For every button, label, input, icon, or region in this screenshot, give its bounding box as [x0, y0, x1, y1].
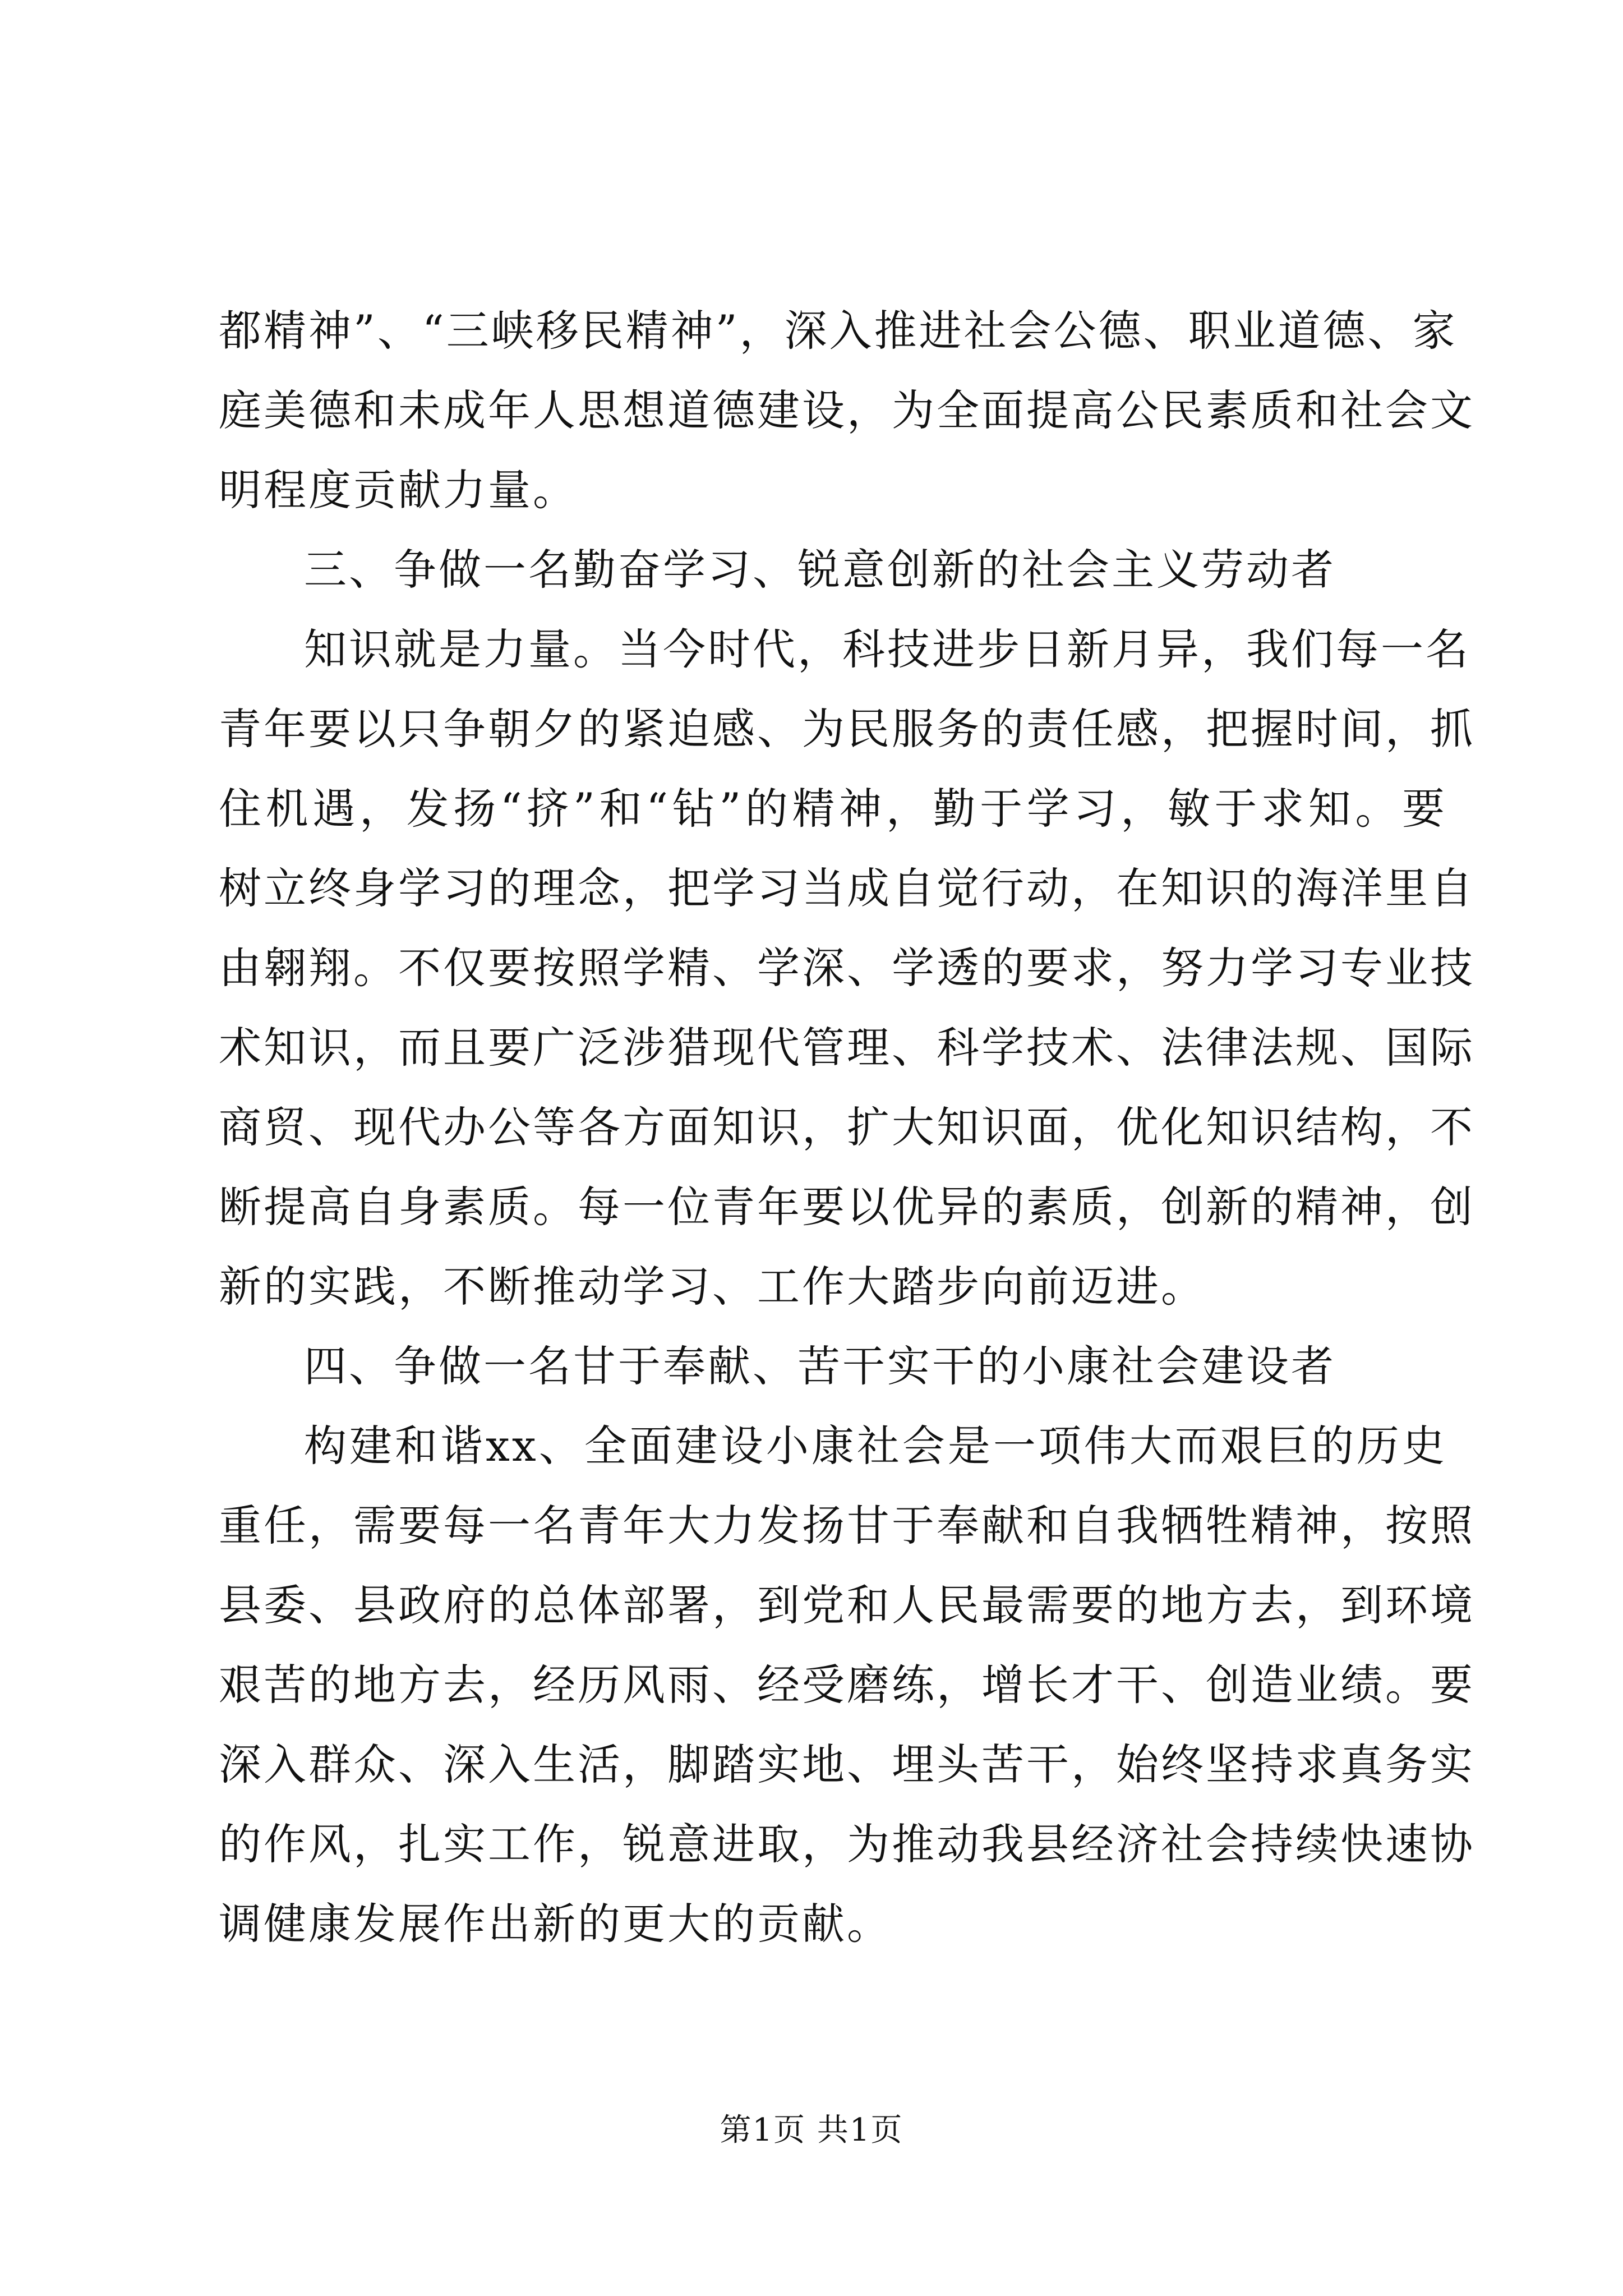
- text-line: 县委、县政府的总体部署，到党和人民最需要的地方去，到环境: [219, 1580, 1475, 1630]
- text-line: 深入群众、深入生活，脚踏实地、埋头苦干，始终坚持求真务实: [219, 1740, 1475, 1789]
- text-line: 构建和谐xx、全面建设小康社会是一项伟大而艰巨的历史: [304, 1421, 1447, 1471]
- text-line: 树立终身学习的理念，把学习当成自觉行动，在知识的海洋里自: [219, 863, 1475, 913]
- text-line: 商贸、现代办公等各方面知识，扩大知识面，优化知识结构，不: [219, 1102, 1475, 1152]
- text-line: 调健康发展作出新的更大的贡献。: [219, 1899, 892, 1949]
- text-line: 新的实践，不断推动学习、工作大踏步向前迈进。: [219, 1262, 1206, 1312]
- text-line: 重任，需要每一名青年大力发扬甘于奉献和自我牺牲精神，按照: [219, 1501, 1475, 1550]
- text-line: 青年要以只争朝夕的紧迫感、为民服务的责任感，把握时间，抓: [219, 704, 1475, 754]
- text-line: 庭美德和未成年人思想道德建设，为全面提高公民素质和社会文: [219, 385, 1475, 435]
- text-line: 艰苦的地方去，经历风雨、经受磨练，增长才干、创造业绩。要: [219, 1660, 1475, 1710]
- text-line: 的作风，扎实工作，锐意进取，为推动我县经济社会持续快速协: [219, 1819, 1475, 1869]
- text-line: 住机遇，发扬“挤”和“钻”的精神，勤于学习，敏于求知。要: [219, 784, 1447, 834]
- text-line: 知识就是力量。当今时代，科技进步日新月异，我们每一名: [304, 624, 1470, 674]
- text-line: 明程度贡献力量。: [219, 465, 578, 515]
- text-line: 都精神”、“三峡移民精神”，深入推进社会公德、职业道德、家: [219, 306, 1458, 356]
- section-heading-four: 四、争做一名甘于奉献、苦干实干的小康社会建设者: [304, 1341, 1336, 1391]
- section-heading-three: 三、争做一名勤奋学习、锐意创新的社会主义劳动者: [304, 545, 1336, 595]
- text-line: 断提高自身素质。每一位青年要以优异的素质，创新的精神，创: [219, 1182, 1475, 1232]
- page-footer: 第1页 共1页: [720, 2112, 903, 2148]
- text-line: 由翱翔。不仅要按照学精、学深、学透的要求，努力学习专业技: [219, 943, 1475, 993]
- text-line: 术知识，而且要广泛涉猎现代管理、科学技术、法律法规、国际: [219, 1023, 1475, 1073]
